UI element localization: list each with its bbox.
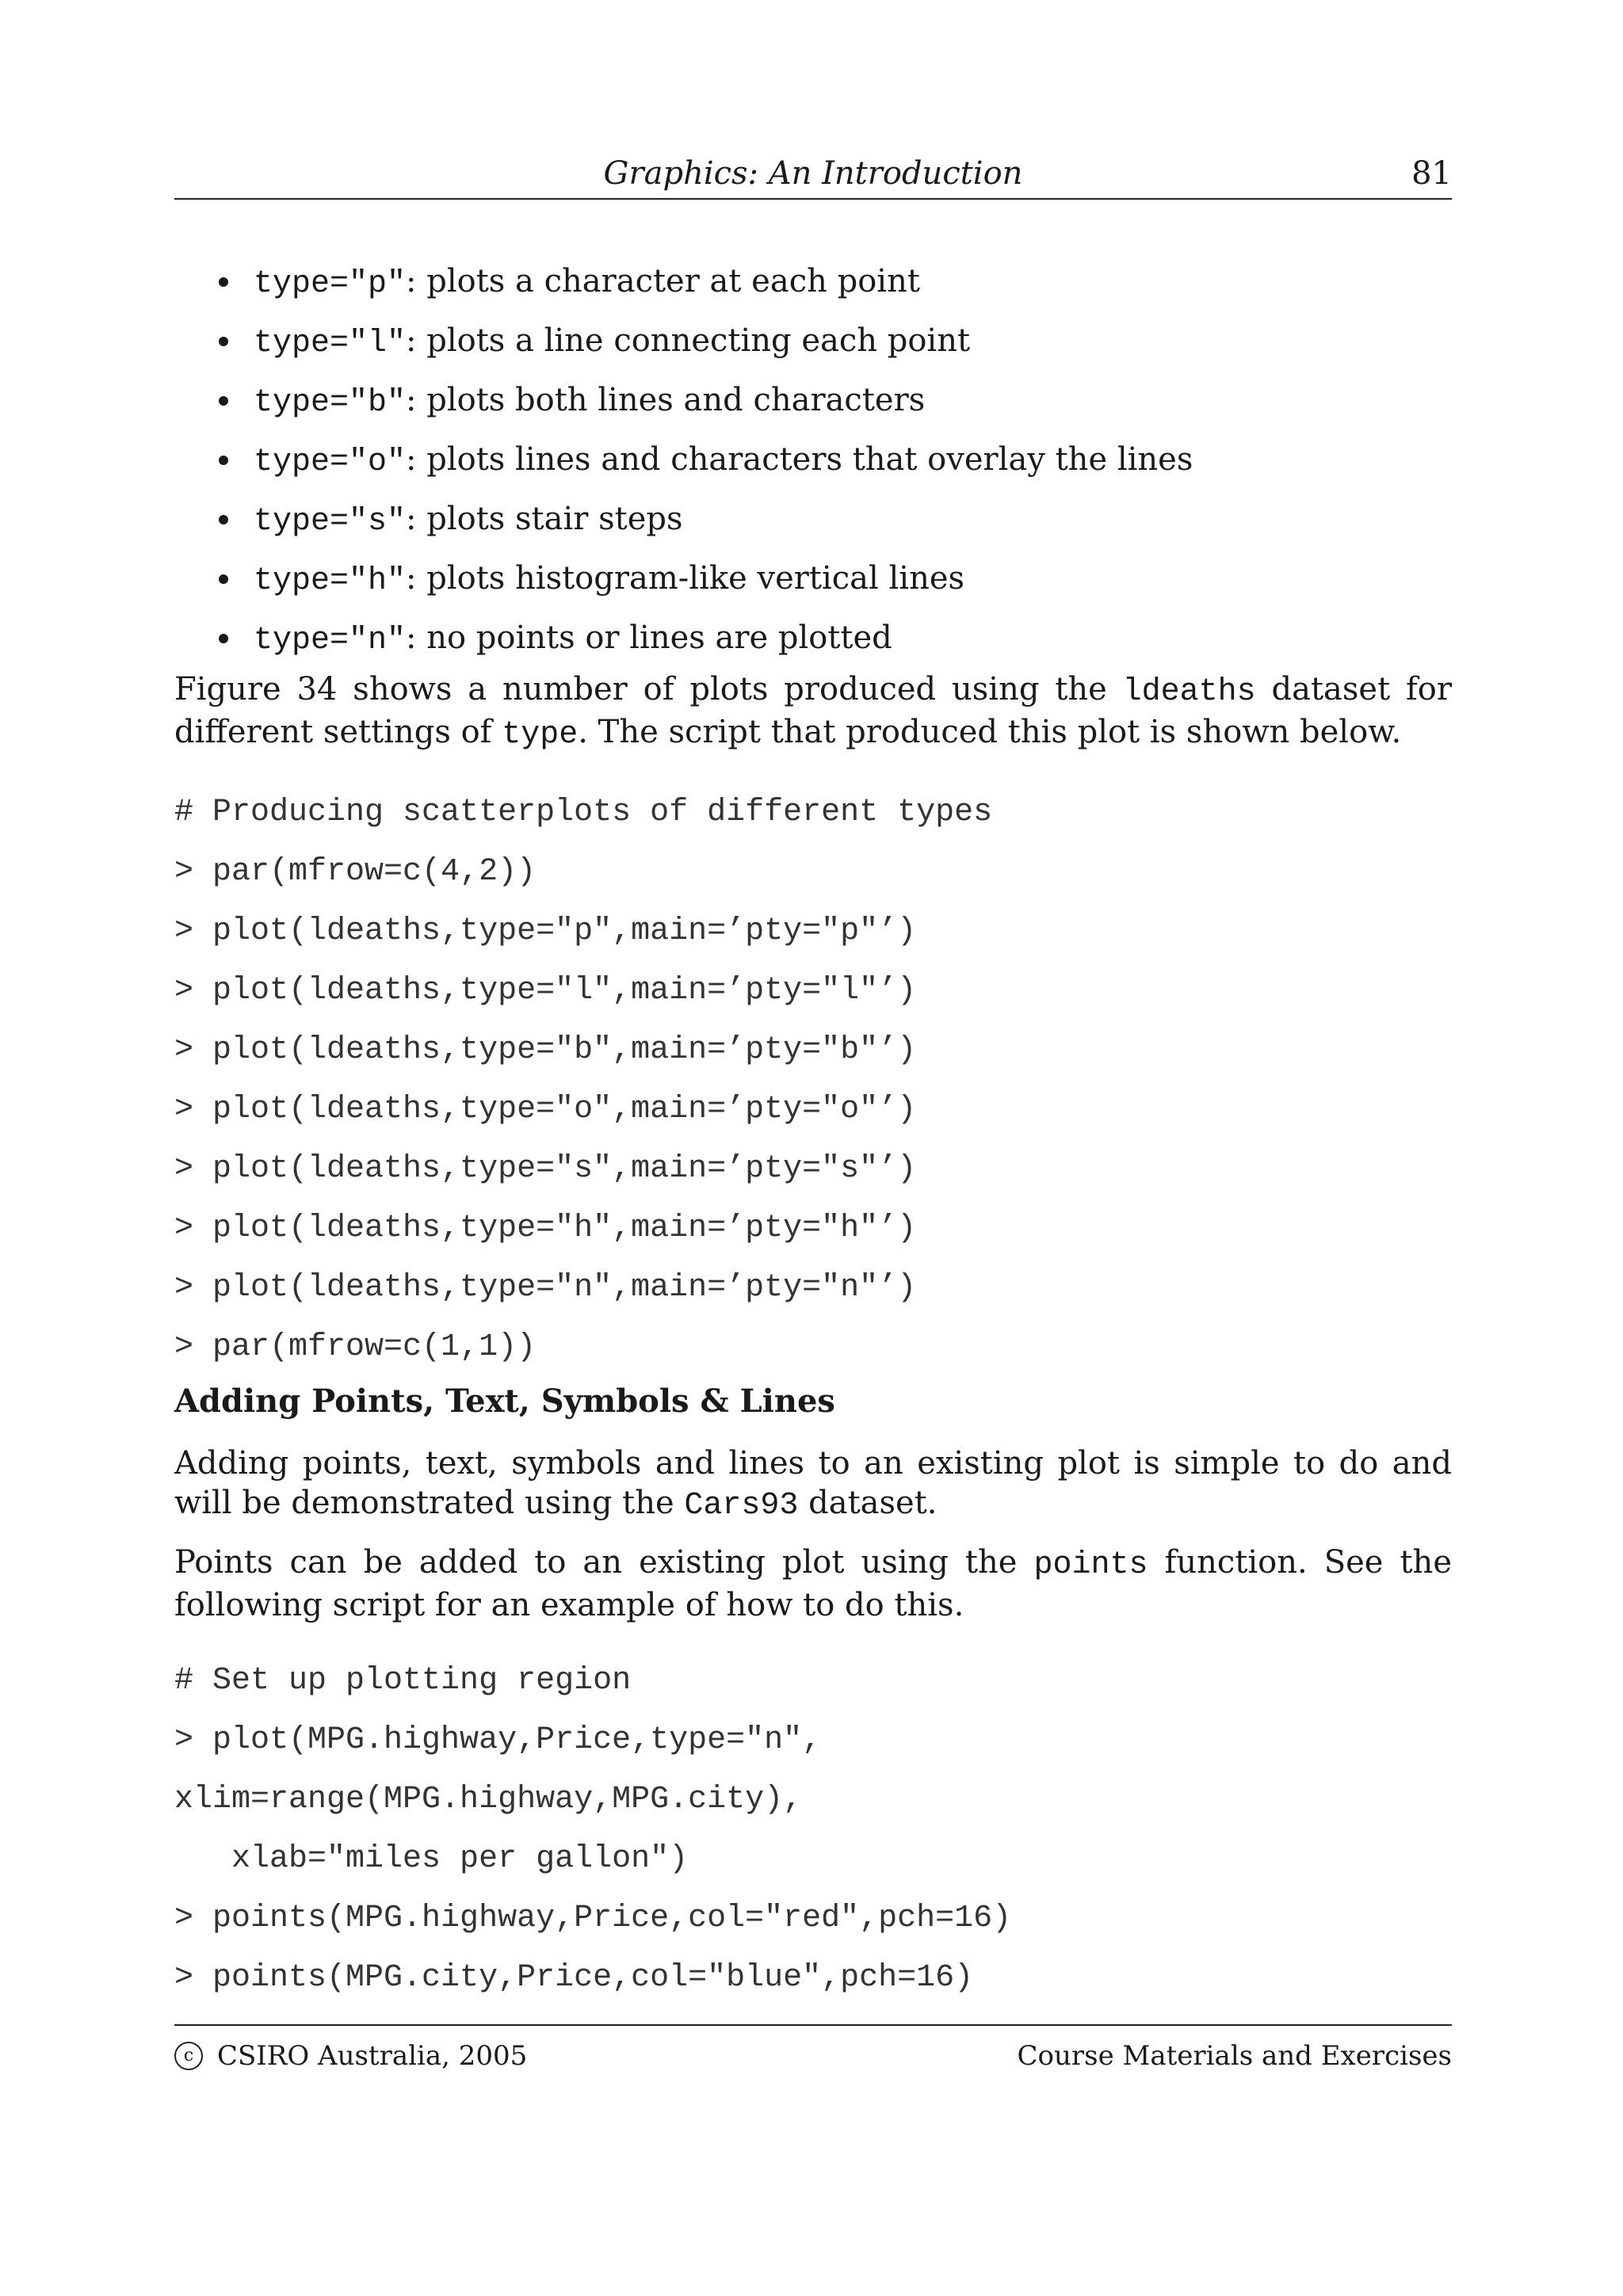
bullet-icon — [219, 456, 228, 465]
code-line: xlim=range(MPG.highway,MPG.city), — [174, 1782, 803, 1817]
running-title: Graphics: An Introduction — [603, 155, 1023, 192]
code-inline: ldeaths — [1122, 674, 1256, 710]
code-line: > plot(ldeaths,type="b",main=’pty="b"’) — [174, 1032, 917, 1068]
list-item — [220, 436, 1193, 495]
code-line: > plot(ldeaths,type="s",main=’pty="s"’) — [174, 1151, 917, 1187]
paragraph-intro: Adding points, text, symbols and lines to an existing plot is simple to do and will be demonstrated using the Cars93 dataset. — [174, 1445, 1452, 1524]
code-line: > plot(MPG.highway,Price,type="n", — [174, 1722, 822, 1758]
paragraph-points: Points can be added to an existing plot using the points function. See the following script for an example of how to do this. — [174, 1544, 1452, 1623]
list-item-text: : plots stair steps — [406, 501, 683, 537]
page-number: 81 — [1411, 155, 1452, 192]
bullet-icon — [219, 396, 228, 406]
code-line: # Set up plotting region — [174, 1663, 632, 1699]
list-item-text: : no points or lines are plotted — [406, 620, 892, 656]
code-inline: type="s" — [254, 504, 407, 540]
code-inline: type="n" — [254, 623, 407, 658]
list-item-text: : plots a character at each point — [406, 263, 920, 299]
type-options-list — [220, 257, 1193, 673]
list-item-text: : plots lines and characters that overlay the lines — [406, 441, 1193, 478]
code-inline: type="p" — [254, 266, 407, 302]
bullet-icon — [219, 574, 228, 584]
footer-left-text: CSIRO Australia, 2005 — [217, 2040, 528, 2072]
list-item — [220, 614, 1193, 673]
code-inline: type="h" — [254, 563, 407, 599]
code-inline: type="l" — [254, 326, 407, 361]
list-item — [220, 376, 1193, 436]
code-line: > points(MPG.city,Price,col="blue",pch=16) — [174, 1960, 974, 1996]
list-item — [220, 257, 1193, 317]
code-inline: points — [1033, 1547, 1148, 1583]
code-line: > par(mfrow=c(4,2)) — [174, 854, 537, 890]
code-block-points — [174, 1657, 1011, 2014]
code-line: > points(MPG.highway,Price,col="red",pch=16) — [174, 1901, 1012, 1936]
code-line: > plot(ldeaths,type="n",main=’pty="n"’) — [174, 1270, 917, 1306]
list-item-text: : plots both lines and characters — [406, 382, 926, 418]
code-inline: type="o" — [254, 444, 407, 480]
code-line: > plot(ldeaths,type="o",main=’pty="o"’) — [174, 1092, 917, 1127]
footer-copyright — [174, 2040, 527, 2072]
bullet-icon — [219, 277, 228, 287]
bullet-icon — [219, 337, 228, 346]
code-line: > plot(ldeaths,type="l",main=’pty="l"’) — [174, 973, 917, 1009]
code-inline: Cars93 — [684, 1488, 799, 1524]
code-line: > par(mfrow=c(1,1)) — [174, 1329, 537, 1365]
page-footer — [174, 2024, 1452, 2081]
footer-right-text: Course Materials and Exercises — [1017, 2040, 1452, 2072]
code-line: > plot(ldeaths,type="p",main=’pty="p"’) — [174, 913, 917, 949]
code-line: > plot(ldeaths,type="h",main=’pty="h"’) — [174, 1211, 917, 1246]
list-item — [220, 555, 1193, 614]
section-heading: Adding Points, Text, Symbols & Lines — [174, 1383, 835, 1420]
code-inline: type="b" — [254, 385, 407, 421]
list-item-text: : plots histogram-like vertical lines — [406, 560, 965, 597]
code-block-scatterplots — [174, 789, 992, 1383]
bullet-icon — [219, 634, 228, 643]
paragraph-figure-description: Figure 34 shows a number of plots produced using the ldeaths dataset for different settings of type. The script that produced this plot is shown below. — [174, 671, 1452, 753]
copyright-icon: c — [174, 2042, 203, 2070]
bullet-icon — [219, 515, 228, 524]
code-inline: type — [502, 717, 579, 753]
code-line: # Producing scatterplots of different types — [174, 795, 993, 830]
list-item — [220, 317, 1193, 376]
list-item — [220, 495, 1193, 555]
code-line: xlab="miles per gallon") — [174, 1841, 689, 1877]
page-header — [174, 151, 1452, 200]
list-item-text: : plots a line connecting each point — [406, 322, 971, 359]
